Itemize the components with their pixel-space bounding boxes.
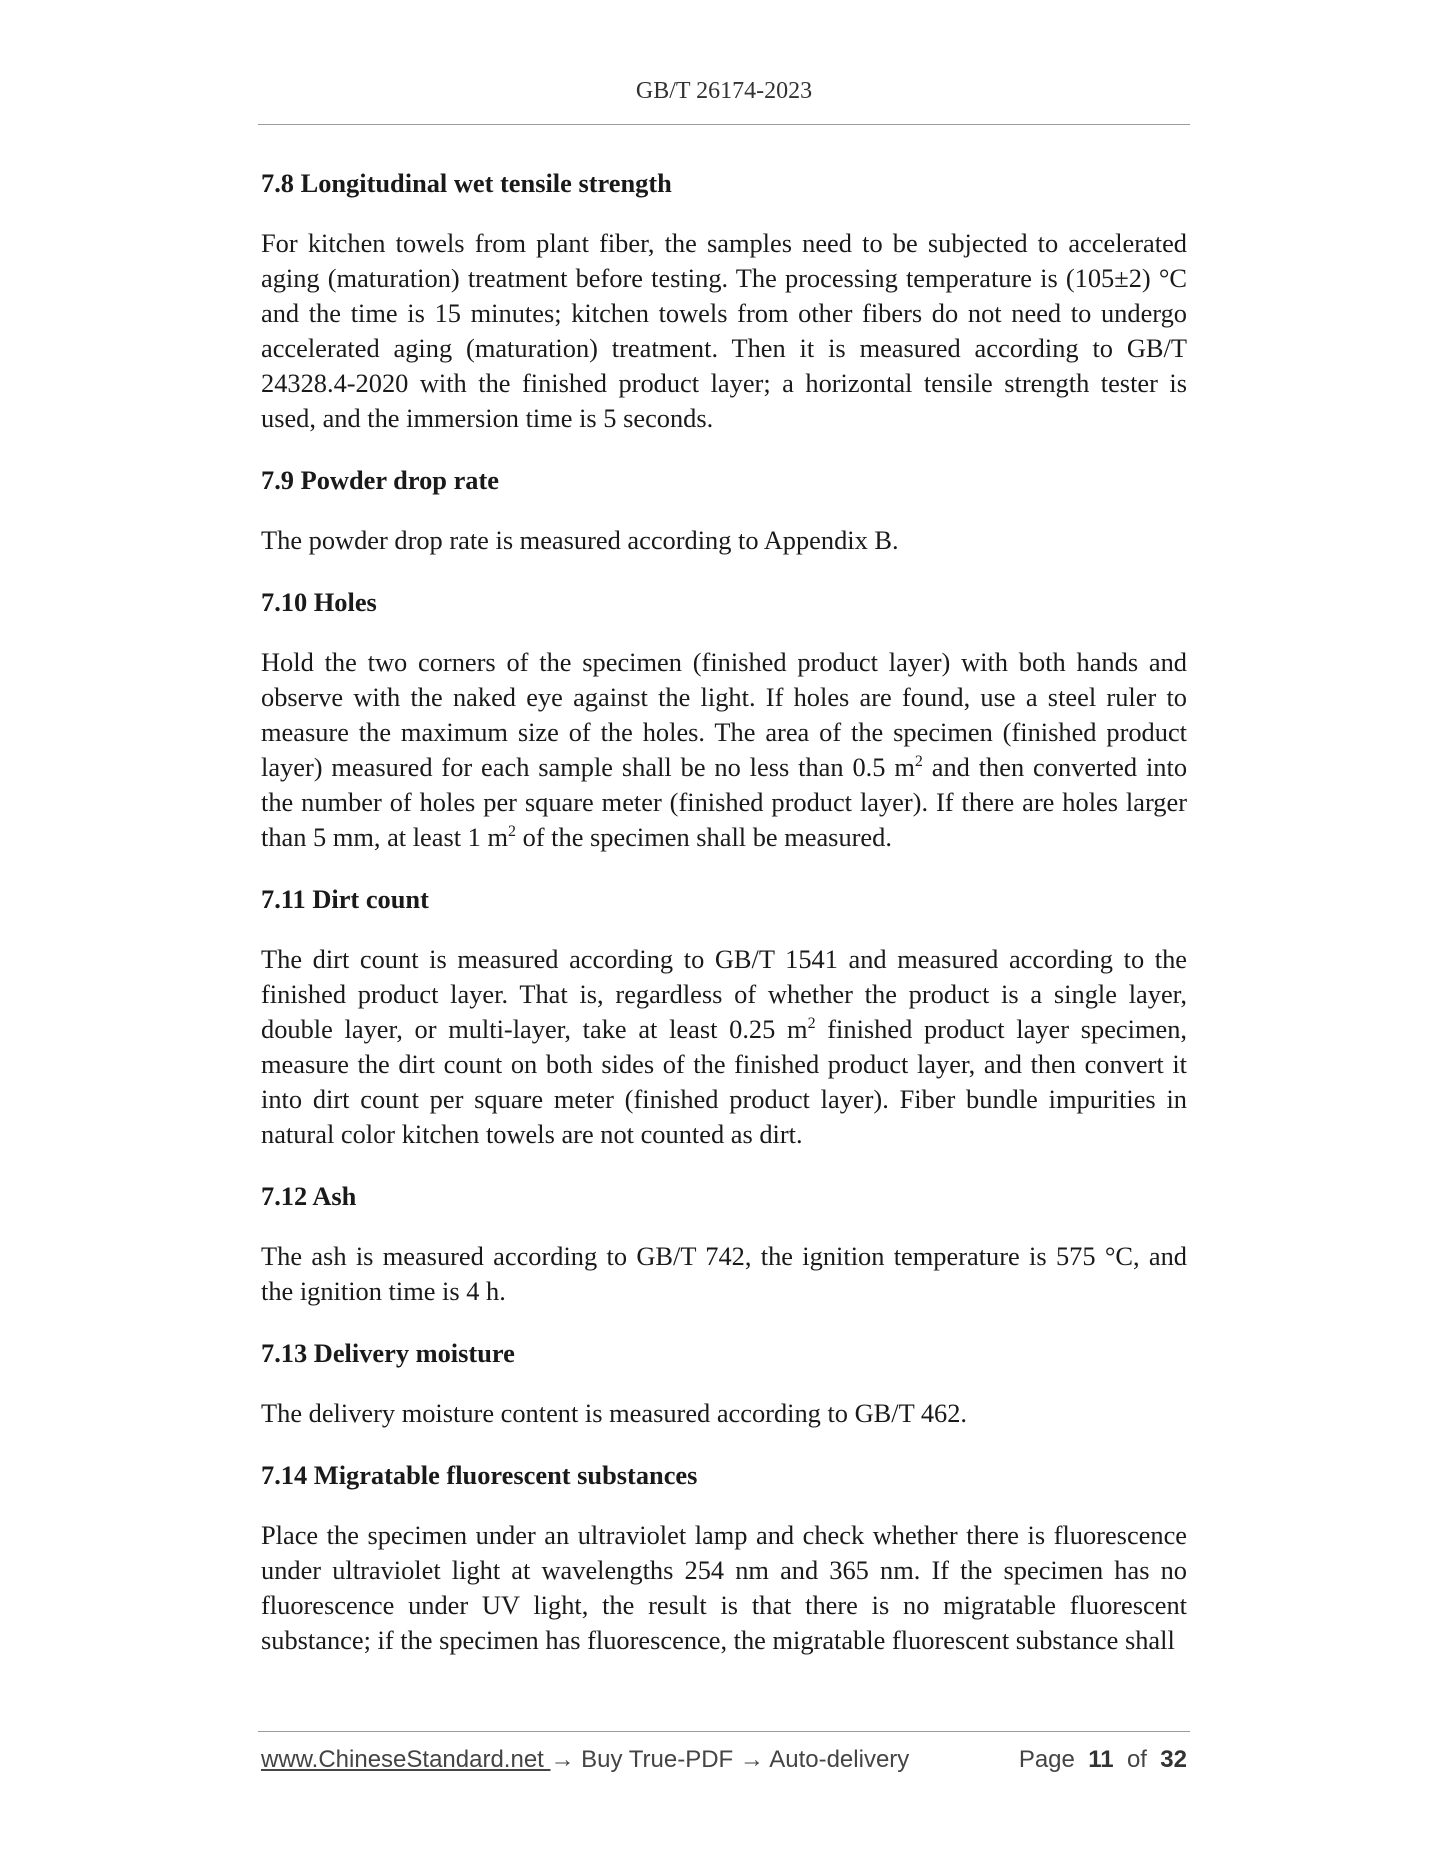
superscript: 2: [508, 823, 516, 841]
arrow-right-icon: →: [739, 1746, 764, 1773]
header-divider: [258, 124, 1190, 125]
section-heading-7-13: 7.13 Delivery moisture: [261, 1338, 515, 1368]
arrow-right-icon: →: [550, 1746, 575, 1773]
current-page: 11: [1088, 1746, 1114, 1773]
page-label: Page: [1018, 1746, 1075, 1773]
section-text-7-14: Place the specimen under an ultraviolet lamp and check whether there is fluorescence under ultraviolet light at wavelengths 254 nm and 365 nm. If the specimen has no fluorescence under UV light, the result is that there is no migratable fluorescent substance; if the specimen has fluorescence, the migratable fluorescent substance shall: [261, 1520, 1187, 1655]
chinesestandard-link[interactable]: www.ChineseStandard.net: [261, 1746, 551, 1773]
section-heading-7-11: 7.11 Dirt count: [261, 884, 429, 914]
section-heading-7-10: 7.10 Holes: [261, 587, 377, 617]
page-of-label: of: [1126, 1746, 1147, 1773]
standard-number: GB/T 26174-2023: [635, 78, 813, 104]
section-heading-7-9: 7.9 Powder drop rate: [261, 465, 499, 495]
text-fragment: Hold the two corners of the specimen (finished product layer) with both hands and observe with the naked eye against the light. If holes are found, use a steel ruler to measure the maximum size of the holes. The area of the specimen (finished product layer) measured for each sample shall be no less than 0.5 m: [261, 647, 1187, 782]
section-text-7-8: For kitchen towels from plant fiber, the samples need to be subjected to accelerated aging (maturation) treatment before testing. The processing temperature is (105±2) °C and the time is 15 minutes; kitchen towels from other fibers do not need to undergo accelerated aging (maturation) treatment. Then it is measured according to GB/T 24328.4-2020 with the finished product layer; a horizontal tensile strength tester is used, and the immersion time is 5 seconds.: [261, 228, 1187, 433]
document-body: [261, 166, 1187, 1685]
text-fragment: and then converted into the number of holes per square meter (finished product layer). If there are holes larger than 5 mm, at least 1 m: [261, 752, 1188, 852]
section-text-7-9: The powder drop rate is measured according to Appendix B.: [261, 525, 899, 555]
section-text-7-13: The delivery moisture content is measured according to GB/T 462.: [261, 1398, 968, 1428]
superscript: 2: [807, 1015, 816, 1033]
footer-promo: [261, 1746, 909, 1774]
buy-true-pdf-text: Buy True-PDF: [574, 1746, 740, 1773]
auto-delivery-text: Auto-delivery: [763, 1746, 910, 1773]
page-footer: [261, 1746, 1187, 1780]
text-fragment: of the specimen shall be measured.: [516, 822, 892, 852]
page-header: [258, 78, 1190, 105]
total-pages: 32: [1160, 1746, 1187, 1773]
text-fragment: finished product layer specimen, measure the dirt count on both sides of the finished product layer, and then convert it into dirt count per square meter (finished product layer). Fiber bundle impurities in natural color kitchen towels are not counted as dirt.: [261, 1014, 1187, 1149]
superscript: 2: [914, 753, 923, 771]
section-text-7-10: [261, 645, 1187, 855]
section-text-7-12: The ash is measured according to GB/T 742, the ignition temperature is 575 °C, and the ignition time is 4 h.: [261, 1241, 1187, 1306]
section-heading-7-12: 7.12 Ash: [261, 1181, 357, 1211]
section-heading-7-8: 7.8 Longitudinal wet tensile strength: [261, 168, 672, 198]
footer-divider: [258, 1731, 1190, 1732]
page-number: [1019, 1746, 1187, 1774]
section-text-7-11: [261, 942, 1187, 1152]
section-heading-7-14: 7.14 Migratable fluorescent substances: [261, 1460, 698, 1490]
text-fragment: The dirt count is measured according to GB/T 1541 and measured according to the finished product layer. That is, regardless of whether the product is a single layer, double layer, or multi-layer, take at least 0.25 m: [261, 944, 1187, 1044]
